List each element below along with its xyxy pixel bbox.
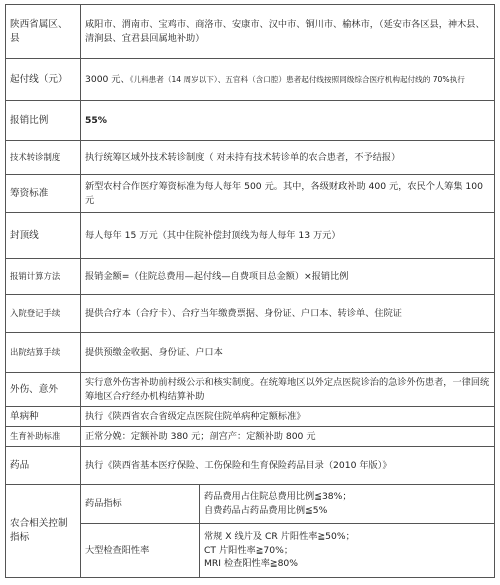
exam-index-values: [200, 523, 495, 577]
table-row: [6, 427, 495, 447]
row-label-formula: 报销计算方法: [6, 259, 81, 295]
drug-index-line: 药品费用占住院总费用比例≦38%；: [204, 491, 352, 503]
row-label-deductible: 起付线（元）: [6, 59, 81, 101]
control-indicators-cell: [81, 485, 495, 578]
row-value-formula: 报销金额=（住院总费用—起付线—自费项目总金额）×报销比例: [81, 259, 495, 295]
exam-index-line: MRI 检查阳性率≧80%: [204, 557, 298, 569]
row-value-referral: 执行统筹区域外技术转诊制度（ 对未持有技术转诊单的农合患者，不予结报）: [81, 141, 495, 175]
deductible-note: 《儿科患者（14 周岁以下）、五官科（含口腔）患者起付线按照同级综合医疗机构起付线的 70%执行: [129, 74, 465, 84]
deductible-amount: 3000 元、: [85, 73, 130, 85]
row-label-discharge: 出院结算手续: [6, 333, 81, 373]
row-label-admission: 入院登记手续: [6, 295, 81, 333]
table-row: [6, 373, 495, 407]
table-row: [6, 259, 495, 295]
table-row: [81, 485, 494, 523]
row-value-single-disease: 执行《陕西省农合省级定点医院住院单病种定额标准》: [81, 407, 495, 427]
row-value-funding: 新型农村合作医疗筹资标准为每人每年 500 元。其中，各级财政补助 400 元，农民个人筹集 100 元: [81, 175, 495, 213]
drug-index-values: [200, 485, 495, 523]
table-row: [81, 523, 494, 577]
row-label-single-disease: 单病种: [6, 407, 81, 427]
row-value-discharge: 提供预缴金收据、身份证、户口本: [81, 333, 495, 373]
policy-table-container: [5, 4, 495, 578]
row-label-ratio: 报销比例: [6, 101, 81, 141]
row-value-region: 咸阳市、渭南市、宝鸡市、商洛市、安康市、汉中市、铜川市、榆林市，（延安市各区县，神木县、清涧县、宜君县回属地补助）: [81, 5, 495, 59]
table-row: [6, 447, 495, 485]
table-row: [6, 101, 495, 141]
exam-index-line: CT 片阳性率≧70%；: [204, 544, 294, 556]
table-row: [6, 175, 495, 213]
row-label-cap: 封顶线: [6, 213, 81, 259]
table-row: [6, 5, 495, 59]
row-value-deductible: [81, 59, 495, 101]
row-value-maternity: 正常分娩：定额补助 380 元；剖宫产：定额补助 800 元: [81, 427, 495, 447]
drug-index-label: 药品指标: [81, 485, 200, 523]
row-label-drugs: 药品: [6, 447, 81, 485]
exam-index-label: 大型检查阳性率: [81, 523, 200, 577]
exam-index-line: 常规 X 线片及 CR 片阳性率≧50%；: [204, 531, 355, 543]
row-value-injury: 实行意外伤害补助前村级公示和核实制度。在统筹地区以外定点医院诊治的急诊外伤患者，一律回统筹地区合疗经办机构结算补助: [81, 373, 495, 407]
drug-index-line: 自费药品占药品费用比例≦5%: [204, 504, 328, 516]
row-label-injury: 外伤、意外: [6, 373, 81, 407]
row-label-maternity: 生育补助标准: [6, 427, 81, 447]
policy-table: [5, 4, 495, 578]
row-value-cap: 每人每年 15 万元（其中住院补偿封顶线为每人每年 13 万元）: [81, 213, 495, 259]
row-label-region: 陕西省属区、县: [6, 5, 81, 59]
row-value-drugs: 执行《陕西省基本医疗保险、工伤保险和生育保险药品目录（2010 年版）》: [81, 447, 495, 485]
row-label-control: 农合相关控制指标: [6, 485, 81, 578]
table-row: [6, 485, 495, 578]
table-row: [6, 333, 495, 373]
table-row: [6, 141, 495, 175]
table-row: [6, 59, 495, 101]
row-value-ratio: 55%: [81, 101, 495, 141]
table-row: [6, 213, 495, 259]
row-value-admission: 提供合疗本（合疗卡）、合疗当年缴费票据、身份证、户口本、转诊单、住院证: [81, 295, 495, 333]
row-label-referral: 技术转诊制度: [6, 141, 81, 175]
row-label-funding: 筹资标准: [6, 175, 81, 213]
table-row: [6, 295, 495, 333]
control-indicators-table: [81, 485, 494, 577]
table-row: [6, 407, 495, 427]
